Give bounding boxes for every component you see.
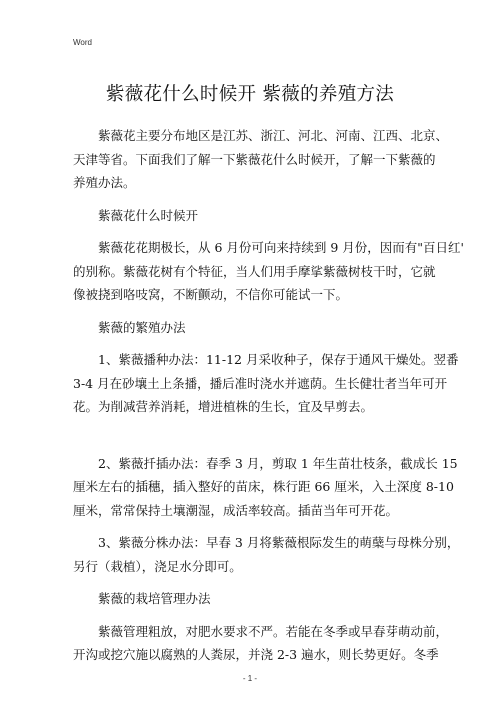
section-heading-bloom-time: 紫薇花什么时候开 <box>98 207 199 223</box>
cultivation-paragraph <box>73 620 449 667</box>
section-heading-cultivation: 紫薇的栽培管理办法 <box>98 591 211 606</box>
propagation-division-paragraph <box>73 531 460 578</box>
cultivation-line: 开沟或挖穴施以腐熟的人粪尿，并浇 2-3 遍水，则长势更好。冬季 <box>73 647 439 662</box>
propagation-cutting-paragraph <box>73 452 458 523</box>
seeding-line: 1、紫薇播种办法：11-12 月采收种子，保存于通风干燥处。翌番 <box>98 352 459 367</box>
section-heading-propagation: 紫薇的繁殖办法 <box>98 319 186 335</box>
intro-line: 养殖办法。 <box>73 175 136 190</box>
seeding-line: 花。为削减营养消耗，增进植株的生长，宜及早剪去。 <box>73 399 374 414</box>
division-line: 另行（栽植），浇足水分即可。 <box>73 558 242 574</box>
seeding-line: 3-4 月在砂壤土上条播，播后准时浇水并遮荫。生长健壮者当年可开 <box>73 375 448 391</box>
bloom-time-line: 紫薇花花期极长，从 6 月份可向来持续到 9 月份，因而有"百日红' <box>98 240 464 255</box>
intro-line: 紫薇花主要分布地区是江苏、浙江、河北、河南、江西、北京、 <box>98 128 449 143</box>
bloom-time-paragraph <box>73 236 464 307</box>
propagation-seeding-paragraph <box>73 348 459 419</box>
cultivation-line: 紫薇管理粗放，对肥水要求不严。若能在冬季或早春芽萌动前， <box>98 623 449 639</box>
page-number: - 1 - <box>242 674 258 683</box>
blank-line <box>73 428 438 452</box>
bloom-time-line: 的别称。紫薇花树有个特征，当人们用手摩挲紫薇树枝干时，它就 <box>73 263 436 279</box>
document-body <box>73 124 464 676</box>
header-app-label: Word <box>73 38 92 47</box>
bloom-time-line: 像被挠到咯吱窝，不断颤动，不信你可能试一下。 <box>73 287 349 302</box>
intro-line: 天津等省。下面我们了解一下紫薇花什么时候开，了解一下紫薇的 <box>73 151 436 167</box>
division-line: 3、紫薇分株办法：早春 3 月将紫薇根际发生的萌蘖与母株分别， <box>98 535 460 550</box>
cutting-line: 2、紫薇扦插办法：春季 3 月，剪取 1 年生苗壮枝条，截成长 15 <box>98 455 458 471</box>
document-title: 紫薇花什么时候开 紫薇的养殖方法 <box>105 84 395 105</box>
cutting-line: 厘米，常常保持土壤潮湿，成活率较高。插苗当年可开花。 <box>73 502 399 518</box>
intro-paragraph <box>73 124 449 195</box>
cutting-line: 厘米左右的插穗，插入整好的苗床，株行距 66 厘米，入土深度 8-10 <box>73 479 454 494</box>
